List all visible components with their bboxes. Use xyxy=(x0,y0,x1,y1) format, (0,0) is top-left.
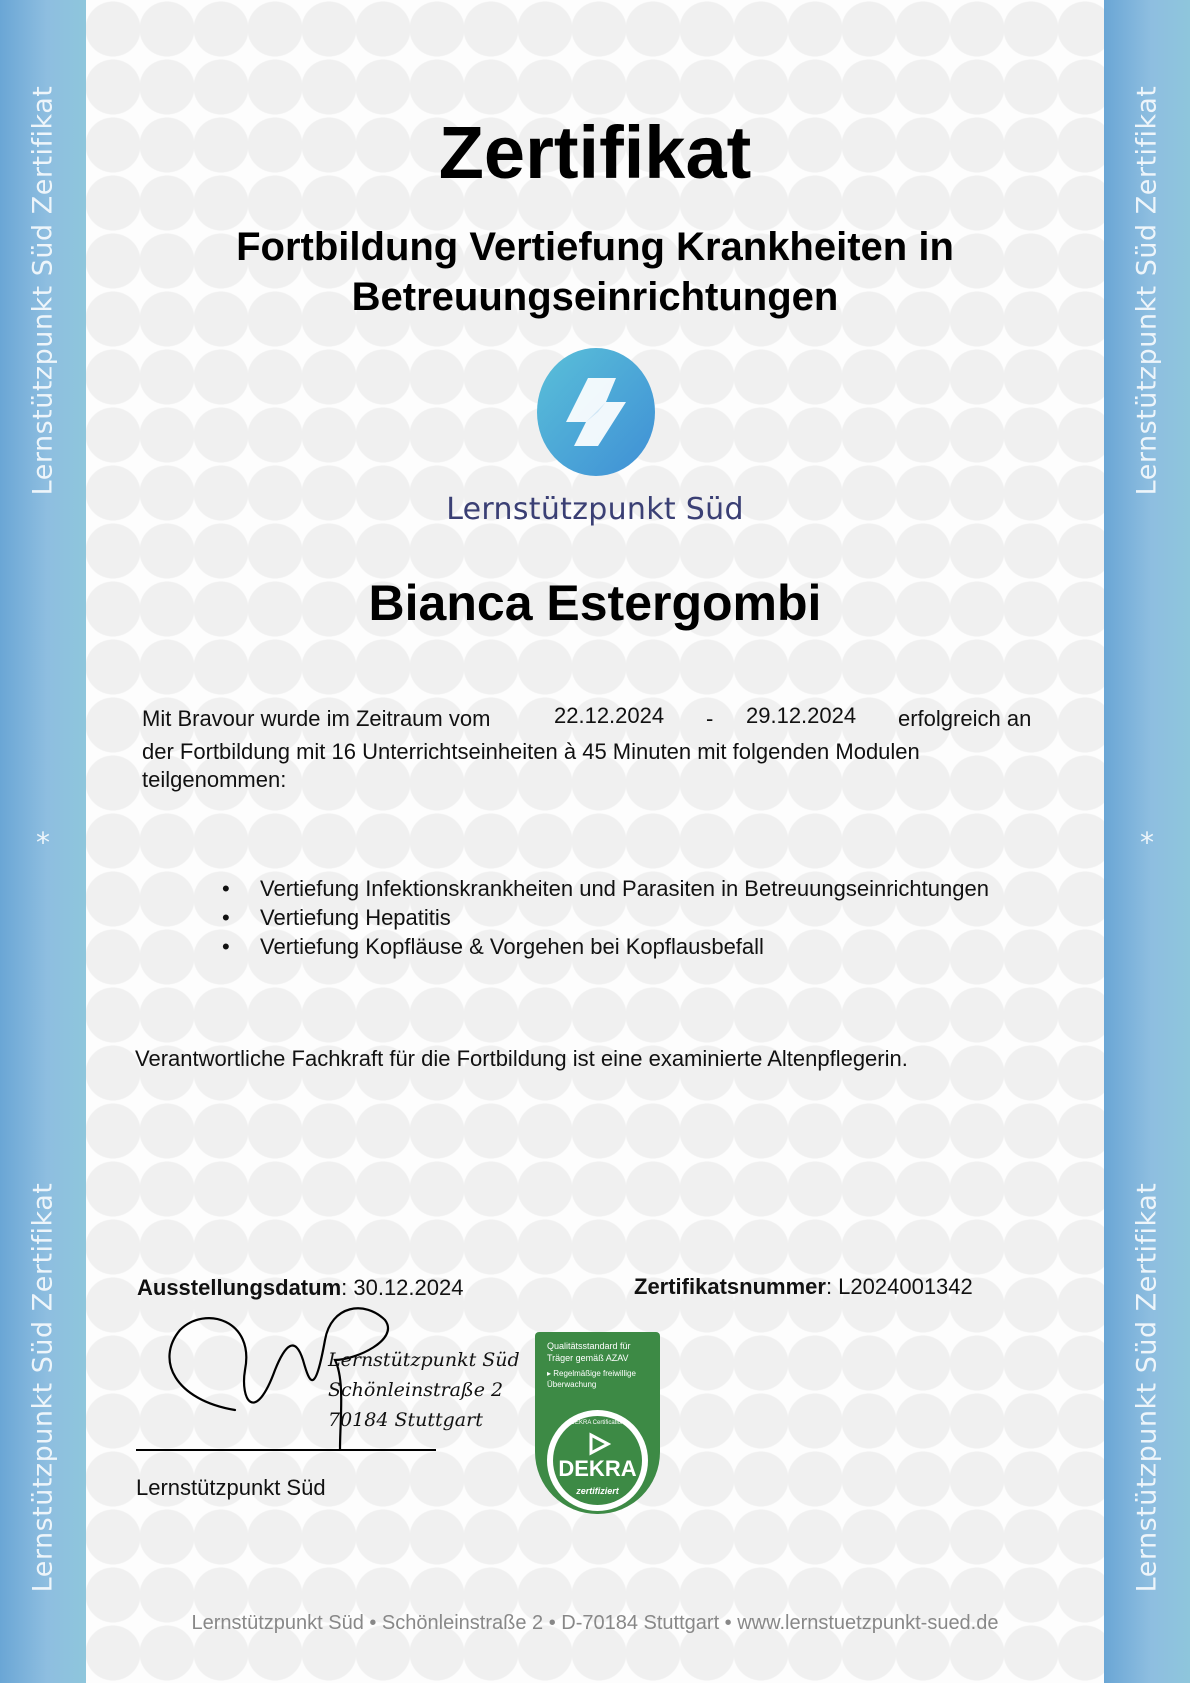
right-side-strip xyxy=(1104,0,1190,1683)
dekra-brand: DEKRA xyxy=(558,1456,637,1481)
course-title-line2: Betreuungseinrichtungen xyxy=(351,275,839,319)
dekra-certified: zertifiziert xyxy=(576,1486,619,1496)
date-separator: - xyxy=(706,706,714,731)
dekra-note-line2: Überwachung xyxy=(547,1380,597,1389)
dekra-cert-label: DEKRA Certification xyxy=(570,1420,625,1426)
intro-suffix: erfolgreich an xyxy=(898,706,1032,731)
certificate-number-value: : L2024001342 xyxy=(825,1274,973,1299)
lernstuetzpunkt-logo-icon xyxy=(536,346,656,478)
dekra-heading-line1: Qualitätsstandard für xyxy=(547,1341,631,1351)
footer-address: Lernstützpunkt Süd • Schönleinstraße 2 • D-70184 Stuttgart • www.lernstuetzpunkt-sued.de xyxy=(191,1612,999,1634)
dekra-seal-inner xyxy=(553,1416,642,1505)
right-strip-label-bottom: Lernstützpunkt Süd Zertifikat xyxy=(1131,1182,1163,1593)
issue-date-value: : 30.12.2024 xyxy=(341,1275,464,1300)
signatory-name: Lernstützpunkt Süd xyxy=(136,1475,326,1500)
recipient-name: Bianca Estergombi xyxy=(368,575,822,631)
left-side-strip xyxy=(0,0,86,1683)
logo-wordmark: Lernstützpunkt Süd xyxy=(446,492,744,527)
left-strip-star: * xyxy=(36,826,50,859)
dekra-note-line1: ▸ Regelmäßige freiwillige xyxy=(547,1369,636,1378)
stamp-line2: Schönleinstraße 2 xyxy=(328,1379,504,1401)
dekra-note xyxy=(547,1368,636,1390)
list-item: • Vertiefung Hepatitis xyxy=(220,903,989,932)
issue-date xyxy=(137,1275,463,1301)
left-strip-label-top: Lernstützpunkt Süd Zertifikat xyxy=(27,85,59,496)
dekra-heading xyxy=(547,1340,631,1364)
dekra-certification-badge xyxy=(535,1332,660,1514)
certificate-number-label: Zertifikatsnummer xyxy=(634,1274,826,1299)
list-item: • Vertiefung Kopfläuse & Vorgehen bei Kopflausbefall xyxy=(220,932,989,961)
stamp-line1: Lernstützpunkt Süd xyxy=(328,1349,520,1371)
stamp-line3: 70184 Stuttgart xyxy=(328,1409,483,1431)
date-to: 29.12.2024 xyxy=(746,703,857,728)
address-stamp xyxy=(328,1345,520,1435)
course-title xyxy=(180,222,1010,322)
certificate-title: Zertifikat xyxy=(438,111,752,194)
intro-line2: der Fortbildung mit 16 Unterrichtseinheiten à 45 Minuten mit folgenden Modulen xyxy=(142,739,920,764)
signature-line xyxy=(136,1449,436,1451)
module-list xyxy=(220,874,989,961)
right-strip-star: * xyxy=(1140,826,1154,859)
dekra-heading-line2: Träger gemäß AZAV xyxy=(547,1353,629,1363)
list-item: • Vertiefung Infektionskrankheiten und Parasiten in Betreuungseinrichtungen xyxy=(220,874,989,903)
left-strip-label-bottom: Lernstützpunkt Süd Zertifikat xyxy=(27,1182,59,1593)
dekra-seal xyxy=(547,1410,648,1511)
intro-prefix: Mit Bravour wurde im Zeitraum vom xyxy=(142,706,491,731)
intro-line3: teilgenommen: xyxy=(142,767,287,792)
dekra-triangle-icon xyxy=(587,1432,611,1456)
date-from: 22.12.2024 xyxy=(554,703,665,728)
right-strip-label-top: Lernstützpunkt Süd Zertifikat xyxy=(1131,85,1163,496)
course-title-line1: Fortbildung Vertiefung Krankheiten in xyxy=(236,225,954,269)
issue-date-label: Ausstellungsdatum xyxy=(137,1275,342,1300)
responsible-statement: Verantwortliche Fachkraft für die Fortbildung ist eine examinierte Altenpflegerin. xyxy=(135,1046,908,1071)
certificate-number xyxy=(634,1274,973,1300)
